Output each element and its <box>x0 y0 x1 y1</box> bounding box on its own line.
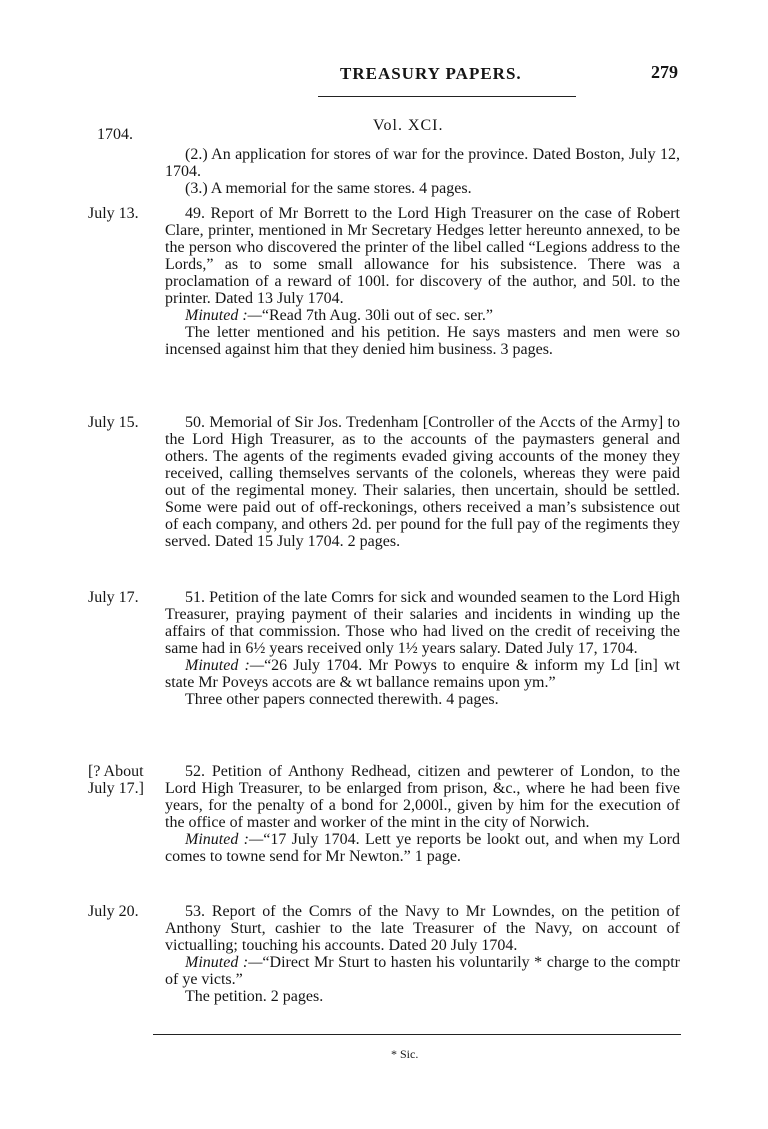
minuted-note <box>165 307 680 324</box>
volume-heading: Vol. XCI. <box>373 117 444 134</box>
paragraph: 50. Memorial of Sir Jos. Tredenham [Controller of the Accts of the Army] to the Lord High Treasurer, as to the accounts of the paymasters general and others. The agents of the regiments evaded giving accounts of the money they received, calling themselves servants of the colonels, whereas they were paid out of the regimental money. Their salaries, then uncertain, should be settled. Some were paid out of off-reckonings, others received a man’s subsistence out of each company, and others 2d. per pound for the full pay of the regiments they served. Dated 15 July 1704. 2 pages. <box>165 414 680 550</box>
paragraph: 49. Report of Mr Borrett to the Lord High Treasurer on the case of Robert Clare, printer, mentioned in Mr Secretary Hedges letter hereunto annexed, to be the person who discovered the printer of the libel called “Legions address to the Lords,” as to some small allowance for his subsistence. There was a proclamation of a reward of 100l. for discovery of the author, and 50l. to the printer. Dated 13 July 1704. <box>165 205 680 307</box>
paragraph: (2.) An application for stores of war for the province. Dated Boston, July 12, 1704. <box>165 146 680 180</box>
paragraph: The petition. 2 pages. <box>185 988 324 1005</box>
minuted-text: “17 July 1704. Lett ye reports be lookt out, and when my Lord comes to towne send for Mr Newton.” 1 page. <box>165 831 681 865</box>
minuted-label: Minuted :— <box>185 657 265 674</box>
minuted-label: Minuted :— <box>185 831 264 848</box>
minuted-text: “Read 7th Aug. 30li out of sec. ser.” <box>261 307 493 324</box>
minuted-text: “26 July 1704. Mr Powys to enquire & inform my Ld [in] wt state Mr Poveys accots are & wt ballance remains upon ym.” <box>165 657 680 691</box>
paragraph: The letter mentioned and his petition. He says masters and men were so incensed against him that they denied him business. 3 pages. <box>165 324 680 358</box>
paragraph: 51. Petition of the late Comrs for sick and wounded seamen to the Lord High Treasurer, praying payment of their salaries and incidents in winding up the affairs of that commission. Those who had lived on the credit of receiving the same had in 6½ years received only 1½ years salary. Dated July 17, 1704. <box>165 589 680 657</box>
header-rule <box>318 96 576 97</box>
paragraph: Three other papers connected therewith. 4 pages. <box>185 691 499 708</box>
entry-date: July 17. <box>88 589 139 606</box>
minuted-note <box>165 831 680 865</box>
minuted-note <box>165 954 680 988</box>
entry-date: July 20. <box>88 903 139 920</box>
entry-date: July 13. <box>88 205 139 222</box>
minuted-note <box>165 657 680 691</box>
running-header-title: TREASURY PAPERS. <box>340 64 522 83</box>
minuted-label: Minuted :— <box>185 307 262 324</box>
year-marker: 1704. <box>97 126 133 143</box>
footnote: * Sic. <box>391 1047 419 1061</box>
paragraph: 53. Report of the Comrs of the Navy to Mr Lowndes, on the petition of Anthony Sturt, cashier to the late Treasurer of the Navy, on account of victualling; touching his accounts. Dated 20 July 1704. <box>165 903 680 954</box>
minuted-label: Minuted :— <box>185 954 263 971</box>
entry-date: [? About July 17.] <box>88 763 144 797</box>
page-number: 279 <box>651 62 678 82</box>
footnote-rule <box>153 1034 681 1035</box>
paragraph: 52. Petition of Anthony Redhead, citizen and pewterer of London, to the Lord High Treasurer, to be enlarged from prison, &c., where he had been five years, for the penalty of a bond for 2,000l., given by him for the execution of the office of master and worker of the mint in the city of Norwich. <box>165 763 680 831</box>
entry-date: July 15. <box>88 414 139 431</box>
minuted-text: “Direct Mr Sturt to hasten his voluntarily * charge to the comptr of ye victs.” <box>165 954 681 988</box>
paragraph: (3.) A memorial for the same stores. 4 pages. <box>185 180 472 197</box>
